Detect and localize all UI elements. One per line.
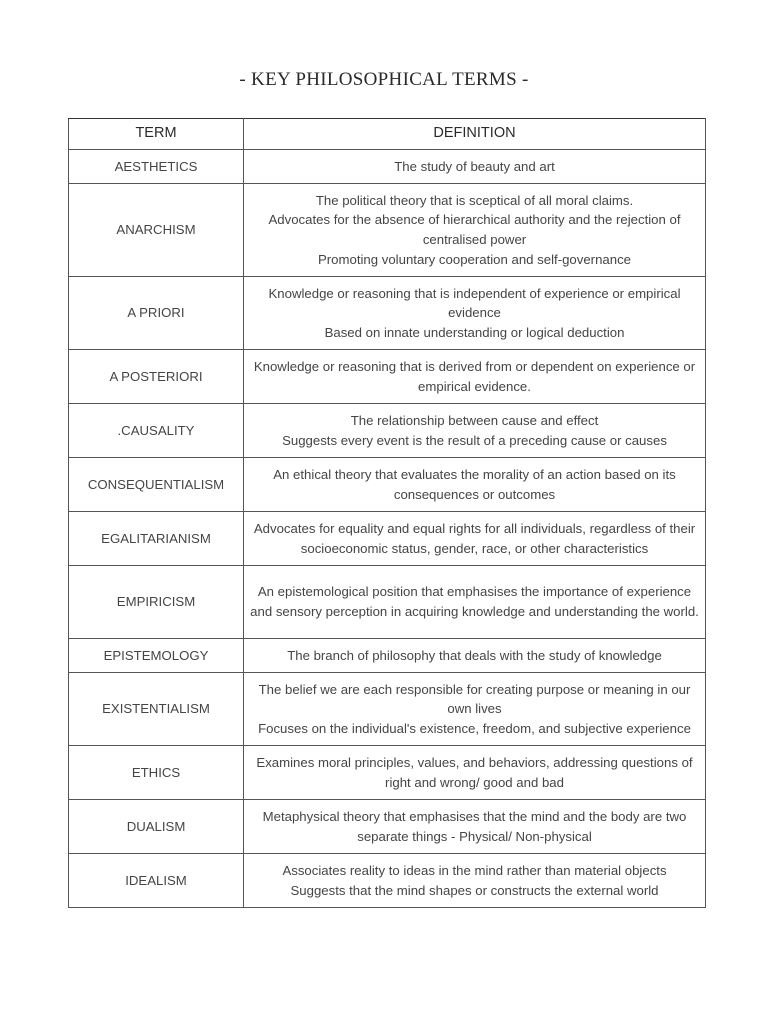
term-cell: EGALITARIANISM — [69, 512, 244, 566]
definition-cell: An ethical theory that evaluates the morality of an action based on its consequences or outcomes — [244, 458, 706, 512]
term-cell: EXISTENTIALISM — [69, 673, 244, 746]
table-row — [69, 673, 706, 746]
definition-cell: Advocates for equality and equal rights for all individuals, regardless of their socioeconomic status, gender, race, or other characteristics — [244, 512, 706, 566]
definition-cell: The belief we are each responsible for creating purpose or meaning in our own lives Focuses on the individual's existence, freedom, and subjective experience — [244, 673, 706, 746]
definition-cell: Knowledge or reasoning that is independent of experience or empirical evidence Based on innate understanding or logical deduction — [244, 277, 706, 350]
table-row — [69, 458, 706, 512]
term-column-header: TERM — [69, 119, 244, 150]
definition-column-header: DEFINITION — [244, 119, 706, 150]
table-row — [69, 512, 706, 566]
definition-cell: The political theory that is sceptical of all moral claims. Advocates for the absence of hierarchical authority and the rejection of centralised power Promoting voluntary cooperation and self-governance — [244, 184, 706, 277]
term-cell: A PRIORI — [69, 277, 244, 350]
term-cell: A POSTERIORI — [69, 350, 244, 404]
term-cell: .CAUSALITY — [69, 404, 244, 458]
table-row — [69, 277, 706, 350]
term-cell: IDEALISM — [69, 854, 244, 908]
definition-cell: Metaphysical theory that emphasises that the mind and the body are two separate things - Physical/ Non-physical — [244, 800, 706, 854]
term-cell: CONSEQUENTIALISM — [69, 458, 244, 512]
definition-cell: An epistemological position that emphasises the importance of experience and sensory perception in acquiring knowledge and understanding the world. — [244, 566, 706, 639]
table-row — [69, 854, 706, 908]
table-row — [69, 350, 706, 404]
table-row — [69, 566, 706, 639]
term-cell: ANARCHISM — [69, 184, 244, 277]
definition-cell: Associates reality to ideas in the mind rather than material objects Suggests that the mind shapes or constructs the external world — [244, 854, 706, 908]
table-row — [69, 746, 706, 800]
table-header-row — [69, 119, 706, 150]
definition-cell: The study of beauty and art — [244, 150, 706, 184]
table-row — [69, 404, 706, 458]
table-row — [69, 184, 706, 277]
definition-cell: Examines moral principles, values, and behaviors, addressing questions of right and wrong/ good and bad — [244, 746, 706, 800]
term-cell: ETHICS — [69, 746, 244, 800]
term-cell: DUALISM — [69, 800, 244, 854]
definition-cell: The branch of philosophy that deals with the study of knowledge — [244, 639, 706, 673]
definition-cell: The relationship between cause and effect Suggests every event is the result of a preceding cause or causes — [244, 404, 706, 458]
term-cell: EPISTEMOLOGY — [69, 639, 244, 673]
terms-table — [68, 118, 706, 908]
term-cell: AESTHETICS — [69, 150, 244, 184]
table-row — [69, 800, 706, 854]
page-title: - KEY PHILOSOPHICAL TERMS - — [239, 69, 529, 90]
term-cell: EMPIRICISM — [69, 566, 244, 639]
table-row — [69, 639, 706, 673]
table-row — [69, 150, 706, 184]
definition-cell: Knowledge or reasoning that is derived from or dependent on experience or empirical evidence. — [244, 350, 706, 404]
